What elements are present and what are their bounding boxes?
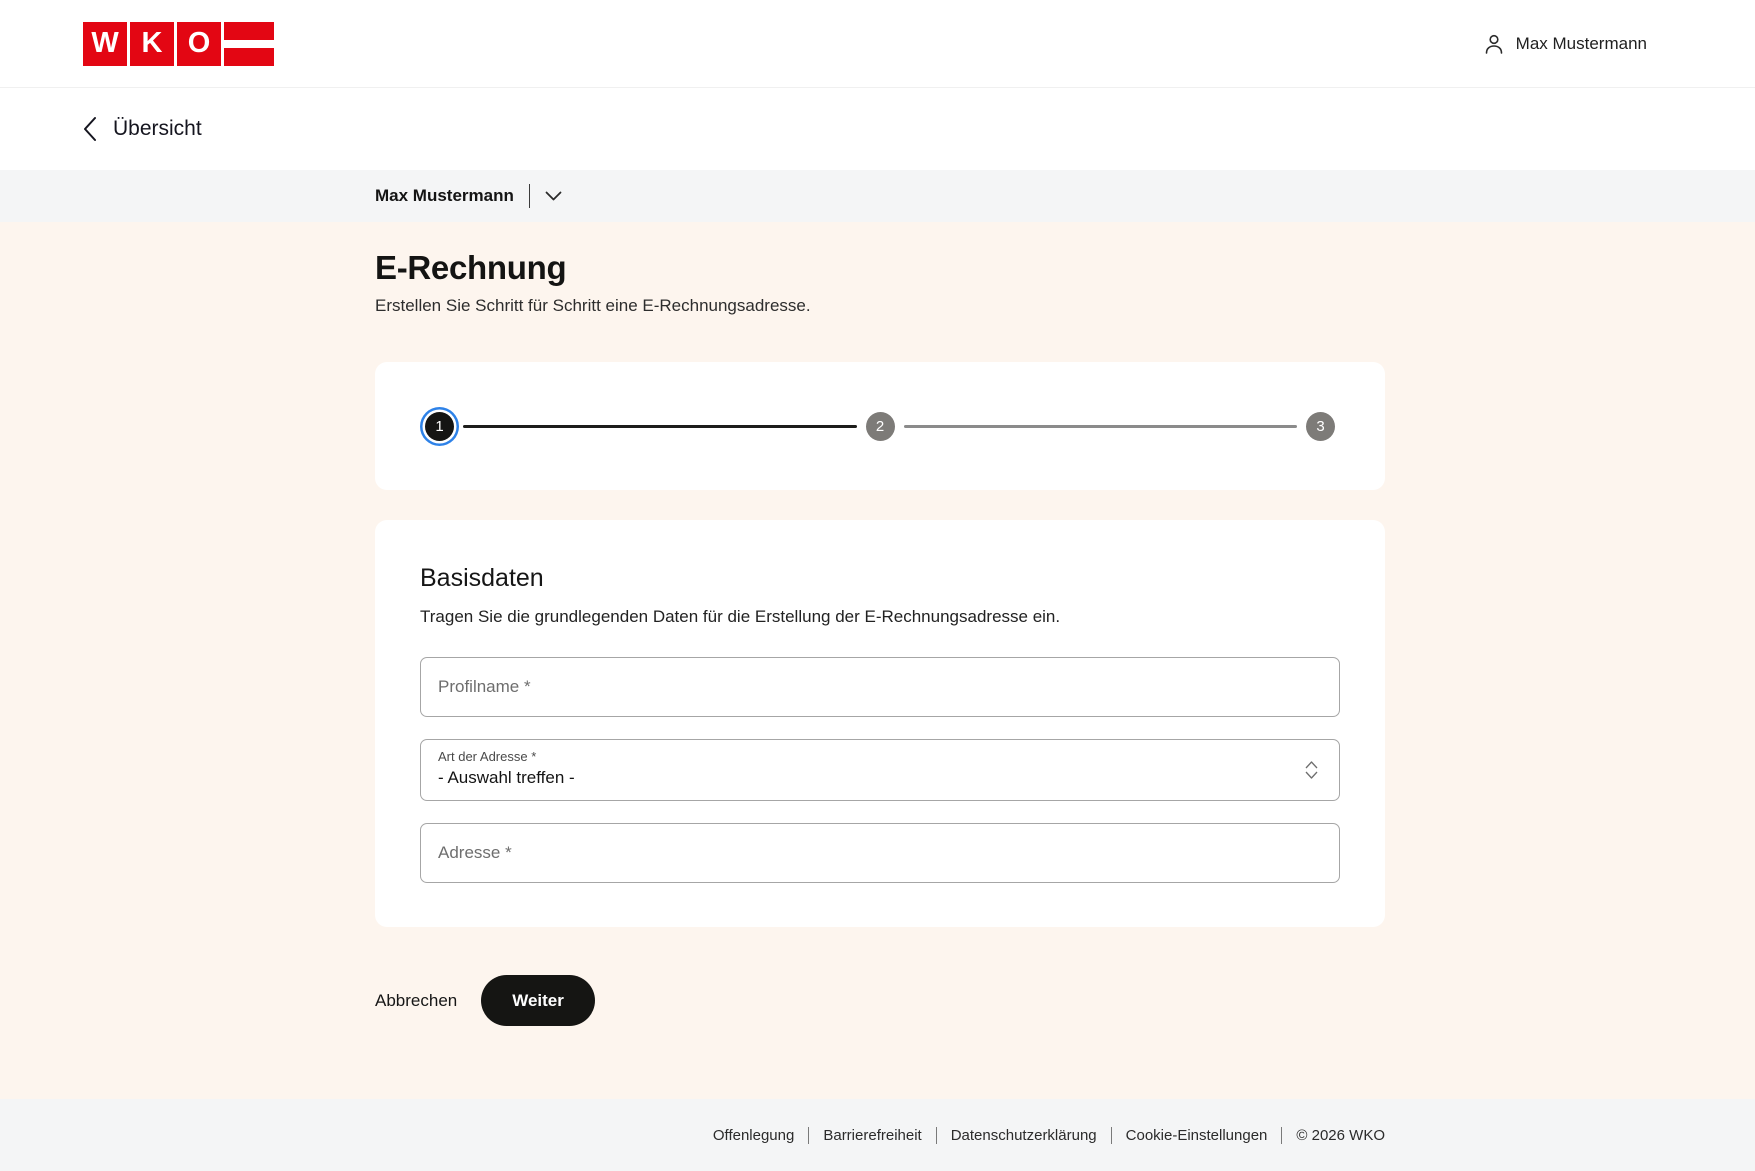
section-description: Tragen Sie die grundlegenden Daten für die Erstellung der E-Rechnungsadresse ein. [420, 607, 1061, 626]
basisdaten-card [375, 520, 1385, 927]
footer-divider [936, 1127, 937, 1144]
person-icon [1482, 32, 1506, 56]
stepper [425, 412, 1335, 441]
user-context-dropdown[interactable] [375, 184, 562, 208]
page-title: E-Rechnung [375, 249, 567, 286]
back-link-label: Übersicht [113, 117, 202, 140]
footer-link-barrierefreiheit[interactable]: Barrierefreiheit [823, 1126, 922, 1144]
austria-flag-icon [224, 22, 274, 66]
back-link-uebersicht[interactable] [83, 116, 202, 142]
section-title: Basisdaten [420, 564, 544, 592]
adresse-input[interactable] [420, 823, 1340, 883]
footer-link-datenschutzerklaerung[interactable]: Datenschutzerklärung [950, 1126, 1097, 1144]
stepper-step-3[interactable]: 3 [1306, 412, 1335, 441]
context-user-label: Max Mustermann [375, 186, 514, 205]
stepper-line-2 [904, 425, 1298, 428]
stepper-step-1[interactable]: 1 [425, 412, 454, 441]
user-menu[interactable] [1482, 32, 1647, 56]
context-bar [0, 170, 1755, 222]
context-divider [529, 184, 530, 208]
stepper-card [375, 362, 1385, 490]
logo-letter-w: W [83, 22, 127, 66]
footer-divider [1111, 1127, 1112, 1144]
profilname-input[interactable] [420, 657, 1340, 717]
footer-divider [808, 1127, 809, 1144]
main-area [0, 222, 1755, 1099]
chevron-left-icon [83, 116, 97, 142]
stepper-line-1 [463, 425, 857, 428]
stepper-step-2[interactable]: 2 [866, 412, 895, 441]
wko-logo[interactable] [83, 22, 274, 66]
select-label: Art der Adresse * [438, 749, 537, 764]
footer-copyright: © 2026 WKO [1296, 1126, 1385, 1144]
next-button[interactable]: Weiter [481, 975, 595, 1026]
app-header [0, 0, 1755, 88]
footer-divider [1281, 1127, 1282, 1144]
page-footer [0, 1099, 1755, 1171]
page-subtitle: Erstellen Sie Schritt für Schritt eine E-Rechnungsadresse. [375, 296, 811, 315]
subheader [0, 88, 1755, 170]
logo-letter-o: O [177, 22, 221, 66]
chevron-down-icon [545, 191, 562, 201]
logo-letter-k: K [130, 22, 174, 66]
chevron-up-down-icon [1305, 761, 1318, 779]
cancel-button[interactable]: Abbrechen [375, 990, 458, 1010]
art-der-adresse-select[interactable] [420, 739, 1340, 801]
select-value: - Auswahl treffen - [438, 768, 575, 787]
footer-link-cookie-einstellungen[interactable]: Cookie-Einstellungen [1125, 1126, 1268, 1144]
user-name-label: Max Mustermann [1515, 33, 1647, 53]
footer-link-offenlegung[interactable]: Offenlegung [712, 1126, 795, 1144]
form-actions [375, 975, 1385, 1026]
